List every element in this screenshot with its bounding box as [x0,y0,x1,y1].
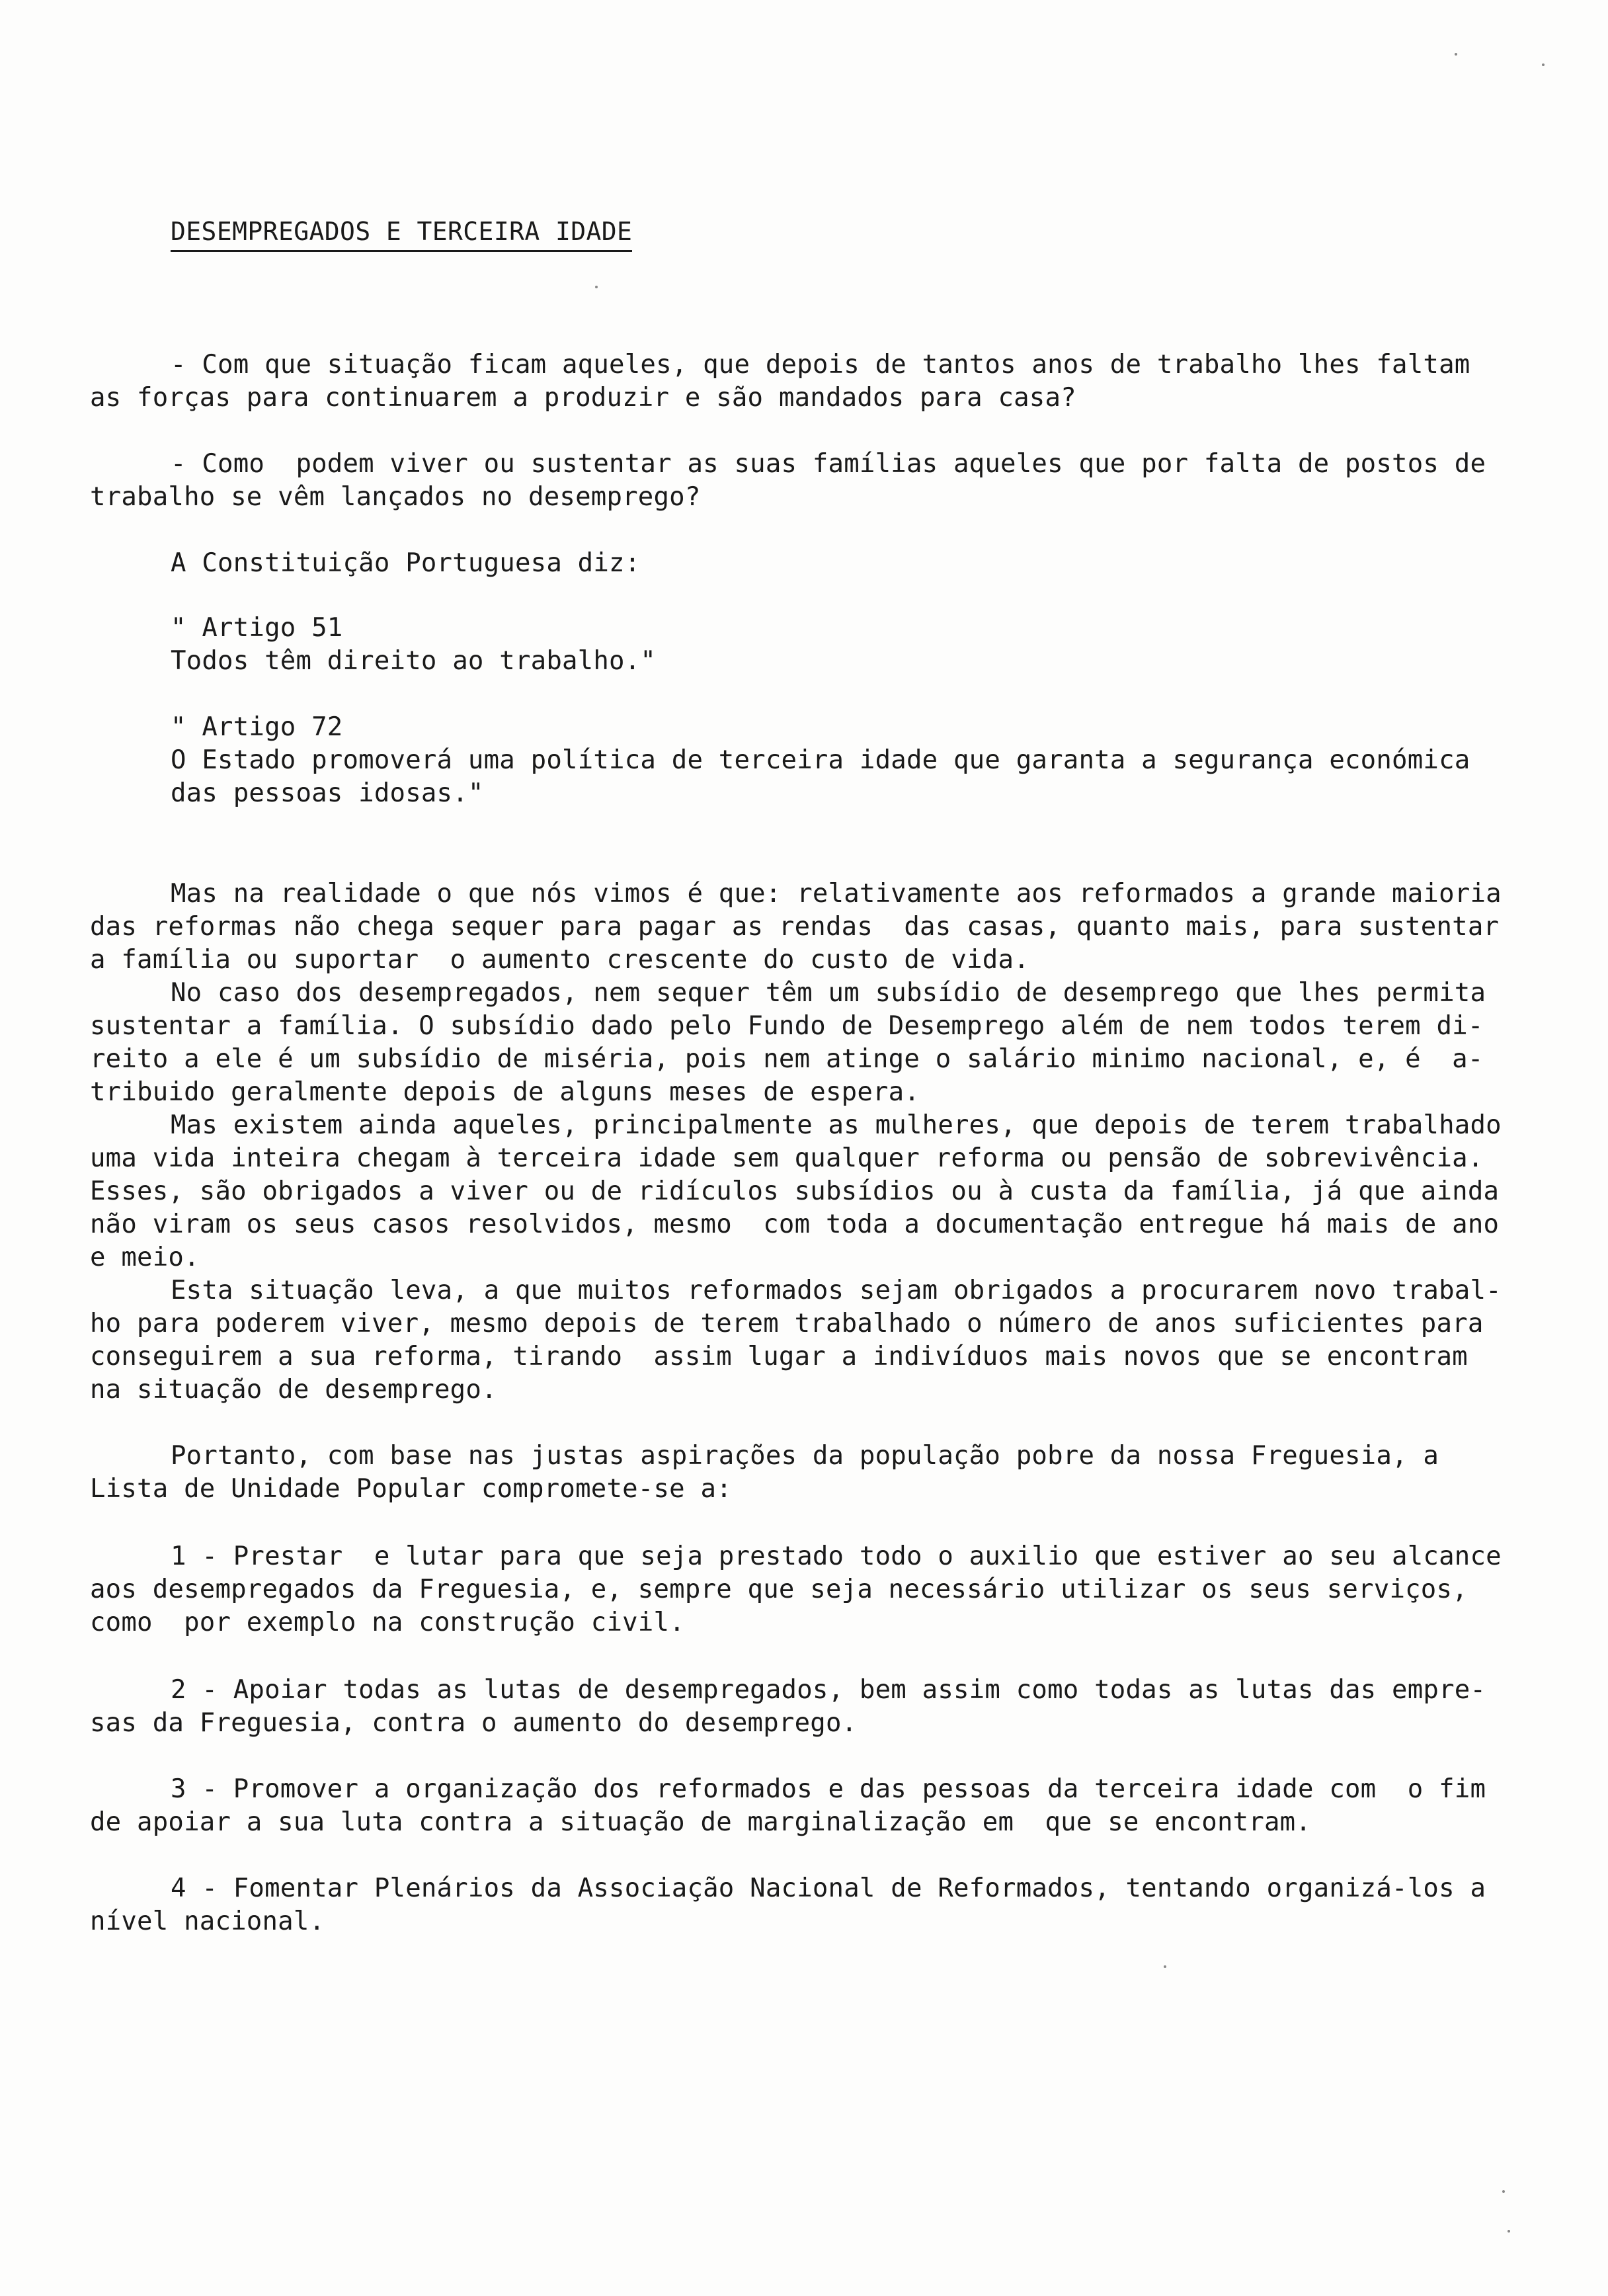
reality-line-16: na situação de desemprego. [90,1375,497,1405]
item-3-line-1: 3 - Promover a organização dos reformados e das pessoas da terceira idade com o fim [171,1774,1486,1804]
reality-line-2: das reformas não chega sequer para pagar as rendas das casas, quanto mais, para sustentar [90,912,1500,942]
paper-speck [1508,2230,1510,2233]
article-72-line-2: das pessoas idosas." [171,778,484,808]
reality-line-3: a família ou suportar o aumento crescente do custo de vida. [90,945,1029,975]
paper-speck [595,286,598,288]
document-title: DESEMPREGADOS E TERCEIRA IDADE [171,216,632,252]
reality-line-14: ho para poderem viver, mesmo depois de terem trabalhado o número de anos suficientes para [90,1309,1484,1338]
article-51-heading: " Artigo 51 [171,613,343,643]
reality-line-11: não viram os seus casos resolvidos, mesmo com toda a documentação entregue há mais de ano [90,1210,1500,1239]
reality-line-5: sustentar a família. O subsídio dado pelo Fundo de Desemprego além de nem todos terem di- [90,1011,1484,1041]
item-4-line-1: 4 - Fomentar Plenários da Associação Nacional de Reformados, tentando organizá-los a [171,1873,1486,1903]
reality-line-1: Mas na realidade o que nós vimos é que: relativamente aos reformados a grande maioria [171,879,1502,909]
item-1-line-3: como por exemplo na construção civil. [90,1608,685,1637]
article-72-heading: " Artigo 72 [171,712,343,742]
commitment-intro-line-2: Lista de Unidade Popular compromete-se a: [90,1474,732,1504]
reality-line-12: e meio. [90,1243,200,1272]
reality-line-9: uma vida inteira chegam à terceira idade sem qualquer reforma ou pensão de sobrevivência. [90,1143,1484,1173]
question-2-line-2: trabalho se vêm lançados no desemprego? [90,482,701,512]
paper-speck [1542,63,1545,66]
reality-line-4: No caso dos desempregados, nem sequer têm um subsídio de desemprego que lhes permita [171,978,1486,1008]
paper-speck [1455,53,1457,56]
commitment-intro-line-1: Portanto, com base nas justas aspirações da população pobre da nossa Freguesia, a [171,1441,1439,1471]
item-2-line-1: 2 - Apoiar todas as lutas de desempregados, bem assim como todas as lutas das empre- [171,1675,1486,1705]
item-1-line-2: aos desempregados da Freguesia, e, sempre que seja necessário utilizar os seus serviços, [90,1575,1468,1604]
reality-line-10: Esses, são obrigados a viver ou de ridículos subsídios ou à custa da família, já que ainda [90,1176,1500,1206]
reality-line-8: Mas existem ainda aqueles, principalmente as mulheres, que depois de terem trabalhado [171,1110,1502,1140]
item-4-line-2: nível nacional. [90,1906,325,1936]
question-2-line-1: - Como podem viver ou sustentar as suas famílias aqueles que por falta de postos de [171,449,1486,479]
question-1-line-1: - Com que situação ficam aqueles, que depois de tantos anos de trabalho lhes faltam [171,350,1470,380]
item-1-line-1: 1 - Prestar e lutar para que seja prestado todo o auxilio que estiver ao seu alcance [171,1541,1502,1571]
question-1-line-2: as forças para continuarem a produzir e são mandados para casa? [90,383,1076,413]
constitution-intro: A Constituição Portuguesa diz: [171,548,641,578]
item-2-line-2: sas da Freguesia, contra o aumento do desemprego. [90,1708,858,1738]
reality-line-15: conseguirem a sua reforma, tirando assim lugar a indivíduos mais novos que se encontram [90,1342,1468,1372]
reality-line-13: Esta situação leva, a que muitos reformados sejam obrigados a procurarem novo trabal- [171,1276,1502,1305]
article-51-text: Todos têm direito ao trabalho." [171,646,657,676]
article-72-line-1: O Estado promoverá uma política de terceira idade que garanta a segurança económica [171,745,1470,775]
reality-line-7: tribuido geralmente depois de alguns meses de espera. [90,1077,920,1107]
paper-speck [1502,2190,1505,2193]
reality-line-6: reito a ele é um subsídio de miséria, pois nem atinge o salário minimo nacional, e, é a- [90,1044,1484,1074]
paper-speck [1164,1965,1166,1968]
item-3-line-2: de apoiar a sua luta contra a situação de marginalização em que se encontram. [90,1807,1312,1837]
